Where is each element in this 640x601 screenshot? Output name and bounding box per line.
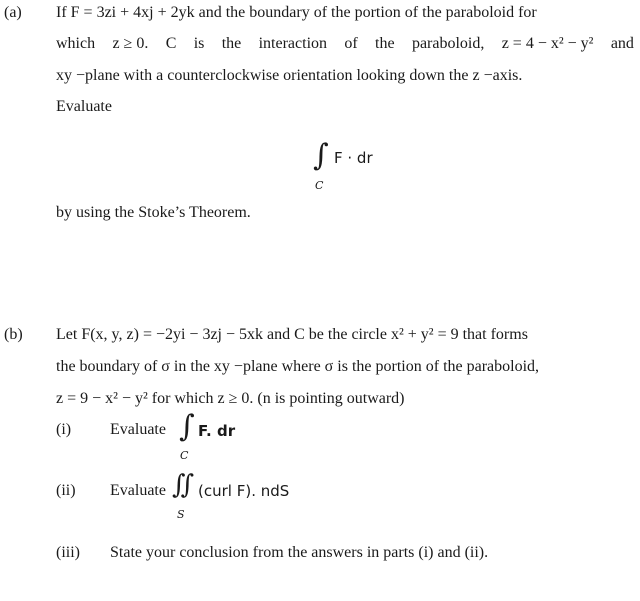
part-a-line2-word: z ≥ 0. bbox=[112, 35, 149, 52]
item-ii-integrand: (curl F). ndS bbox=[198, 482, 290, 500]
part-a-line2-word: is bbox=[193, 35, 205, 52]
part-a-line2-word: interaction bbox=[258, 35, 328, 52]
item-i-integral-sign: ∫ bbox=[179, 409, 195, 444]
part-b-label: (b) bbox=[4, 326, 23, 343]
item-ii-verb: Evaluate bbox=[110, 482, 166, 499]
part-a-closing: by using the Stoke’s Theorem. bbox=[56, 204, 251, 221]
part-a-line2-word: which bbox=[56, 35, 96, 52]
item-i-integral-sub: C bbox=[180, 449, 189, 462]
part-a-line2 bbox=[56, 36, 634, 52]
part-a-line2-word: z = 4 − x² − y² bbox=[501, 35, 594, 52]
part-a-line1: If F = 3zi + 4xj + 2yk and the boundary of the portion of the paraboloid for bbox=[56, 4, 537, 21]
item-i-verb: Evaluate bbox=[110, 421, 166, 438]
part-a-line3: xy −plane with a counterclockwise orientation looking down the z −axis. bbox=[56, 67, 523, 84]
part-a-integrand: F · dr bbox=[334, 149, 373, 167]
item-ii-integral-sign: ∬ bbox=[172, 470, 195, 500]
item-iii-number: (iii) bbox=[56, 544, 80, 561]
part-a-line2-word: C bbox=[165, 35, 177, 52]
item-ii-number: (ii) bbox=[56, 482, 76, 499]
part-a-integral-sign: ∫ bbox=[313, 138, 329, 173]
part-b-line2: the boundary of σ in the xy −plane where σ is the portion of the paraboloid, bbox=[56, 358, 540, 375]
part-a-integral-sub: C bbox=[315, 179, 324, 192]
part-a-evaluate: Evaluate bbox=[56, 98, 112, 115]
part-a-line2-word: and bbox=[610, 35, 634, 52]
part-a-line2-word: of bbox=[344, 35, 358, 52]
item-ii-integral-sub: S bbox=[177, 508, 185, 521]
item-i-number: (i) bbox=[56, 421, 72, 438]
part-b-line3: z = 9 − x² − y² for which z ≥ 0. (n is pointing outward) bbox=[56, 390, 405, 407]
item-i-integrand: F. dr bbox=[198, 422, 236, 440]
item-iii-text: State your conclusion from the answers in parts (i) and (ii). bbox=[110, 544, 489, 561]
part-b-line1: Let F(x, y, z) = −2yi − 3zj − 5xk and C be the circle x² + y² = 9 that forms bbox=[56, 326, 528, 343]
part-a-line2-word: the bbox=[221, 35, 242, 52]
part-a-line2-word: the bbox=[375, 35, 395, 52]
part-a-line2-word: paraboloid, bbox=[411, 35, 485, 52]
part-a-label: (a) bbox=[4, 4, 22, 21]
